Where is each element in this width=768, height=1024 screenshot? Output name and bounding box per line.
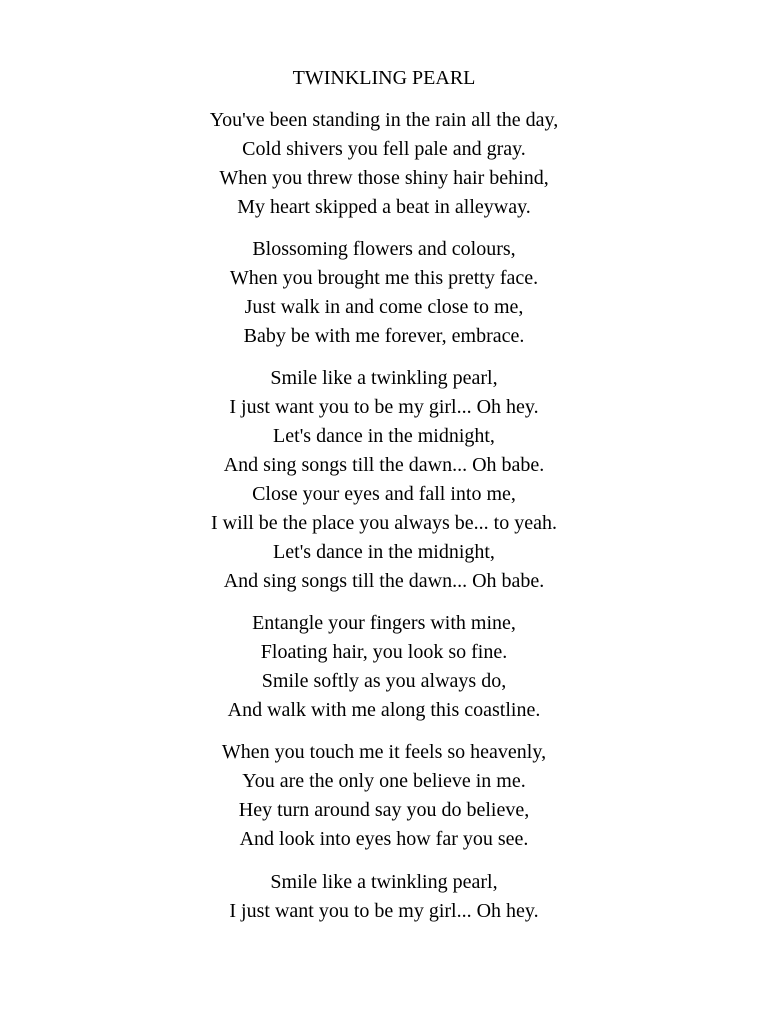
poem-title: TWINKLING PEARL xyxy=(292,67,476,89)
stanza-3 xyxy=(0,364,768,596)
poem-line: Let's dance in the midnight, xyxy=(273,425,495,447)
stanza-6 xyxy=(0,868,768,926)
poem-line: Baby be with me forever, embrace. xyxy=(243,325,525,347)
poem-line: When you brought me this pretty face. xyxy=(229,267,539,289)
poem-line: I will be the place you always be... to yeah. xyxy=(211,512,557,534)
poem-line: Floating hair, you look so fine. xyxy=(260,641,508,663)
poem-line: Let's dance in the midnight, xyxy=(273,541,495,563)
stanza-5 xyxy=(0,738,768,854)
poem-line: And sing songs till the dawn... Oh babe. xyxy=(223,570,545,592)
stanza-4 xyxy=(0,609,768,725)
poem-line: Just walk in and come close to me, xyxy=(244,296,524,318)
poem-line: Hey turn around say you do believe, xyxy=(238,799,530,821)
poem-line: When you touch me it feels so heavenly, xyxy=(221,741,547,763)
poem-line: Smile like a twinkling pearl, xyxy=(270,367,498,389)
poem-line: And look into eyes how far you see. xyxy=(239,828,529,850)
poem-line: Entangle your fingers with mine, xyxy=(252,612,516,634)
poem-line: Close your eyes and fall into me, xyxy=(252,483,516,505)
poem-line: And walk with me along this coastline. xyxy=(227,699,541,721)
poem-line: Blossoming flowers and colours, xyxy=(252,238,516,260)
poem-line: Smile softly as you always do, xyxy=(261,670,507,692)
poem-line: My heart skipped a beat in alleyway. xyxy=(237,196,531,218)
stanza-2 xyxy=(0,235,768,351)
poem-line: Cold shivers you fell pale and gray. xyxy=(242,138,526,160)
poem-line: I just want you to be my girl... Oh hey. xyxy=(229,900,539,922)
stanza-1 xyxy=(0,106,768,222)
poem-line: You've been standing in the rain all the day, xyxy=(209,109,559,131)
poem-line: When you threw those shiny hair behind, xyxy=(219,167,549,189)
poem-line: Smile like a twinkling pearl, xyxy=(270,871,498,893)
poem-line: You are the only one believe in me. xyxy=(242,770,526,792)
poem-line: And sing songs till the dawn... Oh babe. xyxy=(223,454,545,476)
poem-line: I just want you to be my girl... Oh hey. xyxy=(229,396,539,418)
